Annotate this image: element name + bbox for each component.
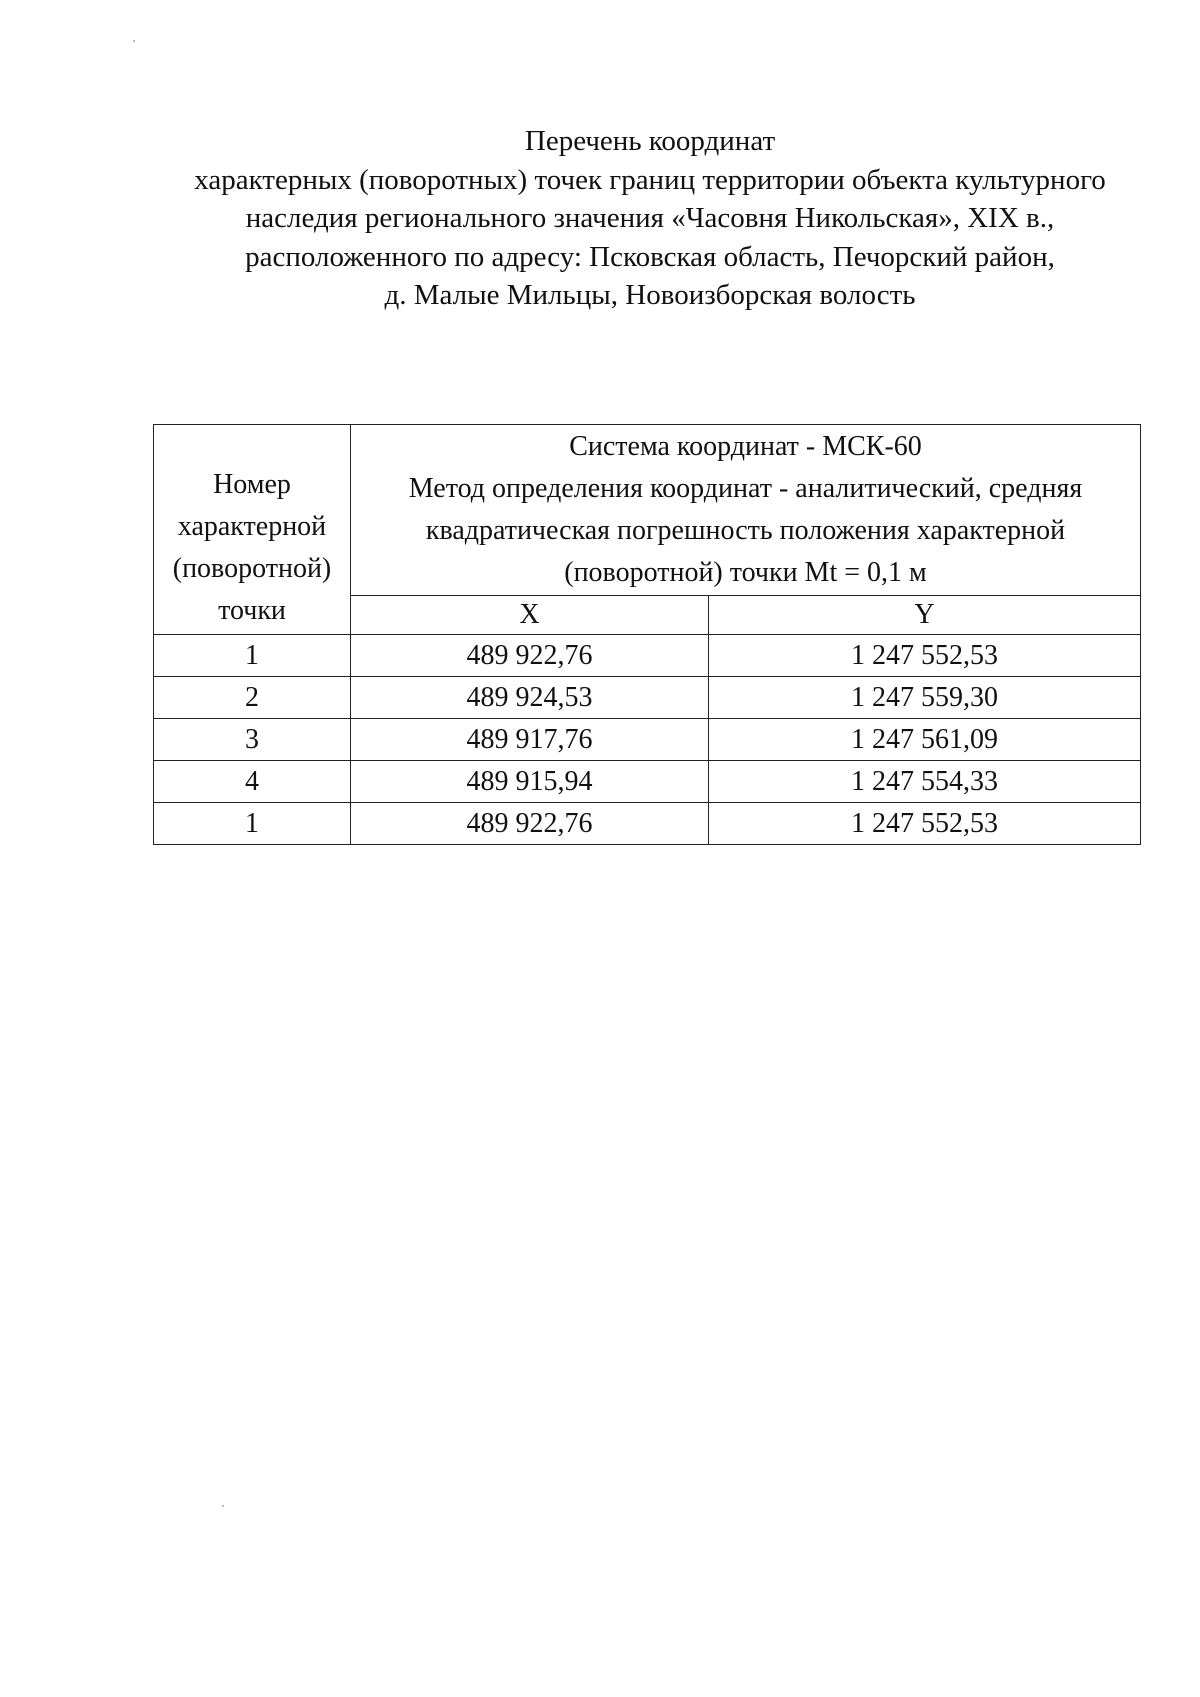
title-line: характерных (поворотных) точек границ территории объекта культурного <box>194 163 1106 196</box>
document-title <box>150 122 1150 315</box>
table-row <box>154 803 1141 845</box>
y-column-header: Y <box>709 596 1141 635</box>
header-line: квадратическая погрешность положения характерной <box>425 515 1066 546</box>
table-header-row <box>154 425 1141 596</box>
header-line: характерной <box>177 511 327 542</box>
y-coordinate-cell: 1 247 552,53 <box>709 635 1141 677</box>
point-number-cell: 1 <box>154 803 351 845</box>
header-line: Система координат - МСК-60 <box>569 431 922 462</box>
point-number-cell: 4 <box>154 761 351 803</box>
y-coordinate-cell: 1 247 554,33 <box>709 761 1141 803</box>
title-line: расположенного по адресу: Псковская область, Печорский район, <box>245 240 1055 273</box>
y-coordinate-cell: 1 247 561,09 <box>709 719 1141 761</box>
scan-speck <box>222 1505 224 1507</box>
title-line: д. Малые Мильцы, Новоизборская волость <box>384 279 916 311</box>
scan-speck <box>133 40 135 42</box>
x-coordinate-cell: 489 924,53 <box>351 677 709 719</box>
table-row <box>154 719 1141 761</box>
table-row <box>154 677 1141 719</box>
y-coordinate-cell: 1 247 552,53 <box>709 803 1141 845</box>
point-number-header <box>154 425 351 635</box>
header-line: Номер <box>213 469 291 500</box>
coordinate-system-header <box>351 425 1141 596</box>
title-line: наследия регионального значения «Часовня Никольская», XIX в., <box>245 202 1055 234</box>
coordinates-table <box>153 424 1141 845</box>
table-row <box>154 635 1141 677</box>
y-coordinate-cell: 1 247 559,30 <box>709 677 1141 719</box>
x-column-header: X <box>351 596 709 635</box>
title-line: Перечень координат <box>524 125 776 157</box>
point-number-cell: 3 <box>154 719 351 761</box>
header-line: (поворотной) <box>172 553 332 584</box>
x-coordinate-cell: 489 922,76 <box>351 635 709 677</box>
header-line: Метод определения координат - аналитический, средняя <box>408 473 1083 504</box>
header-line: (поворотной) точки Mt = 0,1 м <box>564 557 927 588</box>
table-row <box>154 761 1141 803</box>
x-coordinate-cell: 489 922,76 <box>351 803 709 845</box>
point-number-cell: 2 <box>154 677 351 719</box>
x-coordinate-cell: 489 917,76 <box>351 719 709 761</box>
x-coordinate-cell: 489 915,94 <box>351 761 709 803</box>
header-line: точки <box>218 595 286 626</box>
point-number-cell: 1 <box>154 635 351 677</box>
